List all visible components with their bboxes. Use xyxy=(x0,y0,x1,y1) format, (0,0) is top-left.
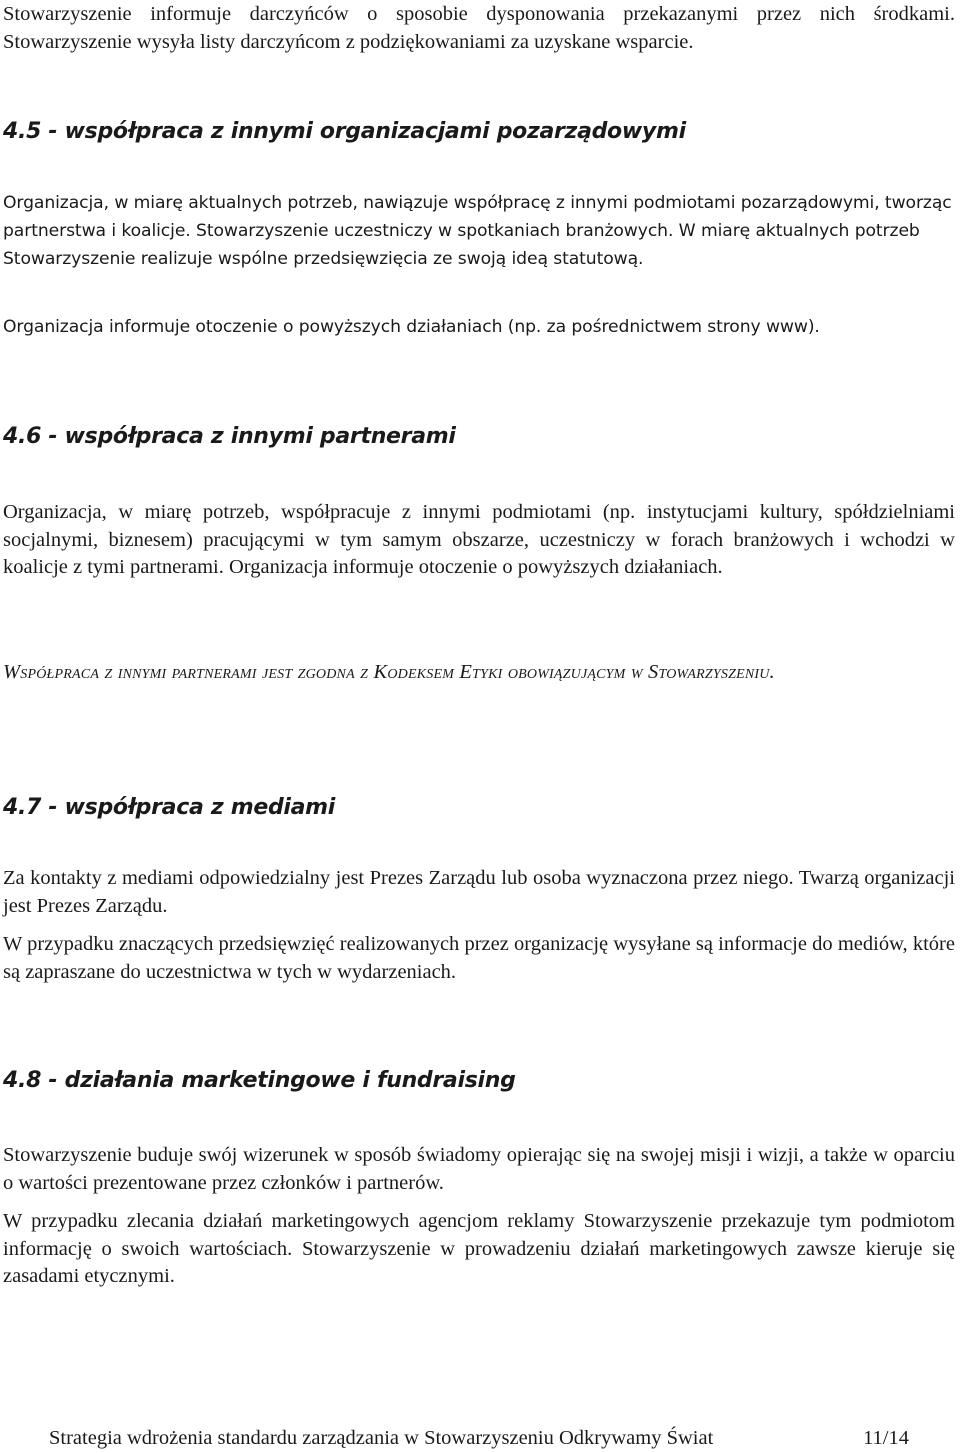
section-4-6-paragraph-1: Organizacja, w miarę potrzeb, współpracuje z innymi podmiotami (np. instytucjami kultury, spółdzielniami socjalnymi, biznesem) pracującymi w tym samym obszarze, uczestniczy w forach branżowych i wchodzi w koalicje z tymi partnerami. Organizacja informuje otoczenie o powyższych działaniach. xyxy=(3,501,955,578)
section-4-5-paragraph-1-part-a: Organizacja, w miarę aktualnych potrzeb, nawiązuje współpracę z innymi podmiotami pozarządowymi, tworząc partnerstwa i koalicje. xyxy=(3,193,952,241)
section-4-7-heading: 4.7 - współpraca z mediami xyxy=(3,795,336,820)
section-4-8-heading: 4.8 - działania marketingowe i fundraising xyxy=(3,1068,516,1093)
section-4-8-paragraph-2: W przypadku zlecania działań marketingowych agencjom reklamy Stowarzyszenie przekazuje tym podmiotom informację o swoich wartościach. Stowarzyszenie w prowadzeniu działań marketingowych zawsze kieruje się zasadami etycznymi. xyxy=(3,1210,955,1287)
intro-paragraph: Stowarzyszenie informuje darczyńców o sposobie dysponowania przekazanymi przez nich środkami. Stowarzyszenie wysyła listy darczyńcom z podziękowaniami za uzyskane wsparcie. xyxy=(3,3,955,53)
section-4-5-paragraph-1 xyxy=(3,189,955,273)
section-4-5-paragraph-2: Organizacja informuje otoczenie o powyższych działaniach (np. za pośrednictwem strony www). xyxy=(3,317,820,337)
section-4-7-paragraph-2: W przypadku znaczących przedsięwzięć realizowanych przez organizację wysyłane są informacje do mediów, które są zapraszane do uczestnictwa w tych w wydarzeniach. xyxy=(3,933,955,983)
section-4-6-ethics-note: Współpraca z innymi partnerami jest zgodna z Kodeksem Etyki obowiązującym w Stowarzyszeniu. xyxy=(3,661,775,683)
footer-document-title: Strategia wdrożenia standardu zarządzania w Stowarzyszeniu Odkrywamy Świat xyxy=(49,1427,714,1449)
section-4-5-paragraph-1-part-b: Stowarzyszenie uczestniczy w spotkaniach branżowych. W miarę aktualnych potrzeb Stowarzyszenie realizuje wspólne przedsięwzięcia ze swoją ideą statutową. xyxy=(3,221,920,269)
section-4-5-heading: 4.5 - współpraca z innymi organizacjami pozarządowymi xyxy=(3,119,686,144)
section-4-8-paragraph-1: Stowarzyszenie buduje swój wizerunek w sposób świadomy opierając się na swojej misji i wizji, a także w oparciu o wartości prezentowane przez członków i partnerów. xyxy=(3,1144,955,1194)
footer-page-number: 11/14 xyxy=(863,1427,909,1449)
section-4-7-paragraph-1: Za kontakty z mediami odpowiedzialny jest Prezes Zarządu lub osoba wyznaczona przez niego. Twarzą organizacji jest Prezes Zarządu. xyxy=(3,867,955,917)
section-4-6-heading: 4.6 - współpraca z innymi partnerami xyxy=(3,424,456,449)
page-footer xyxy=(49,1424,909,1452)
